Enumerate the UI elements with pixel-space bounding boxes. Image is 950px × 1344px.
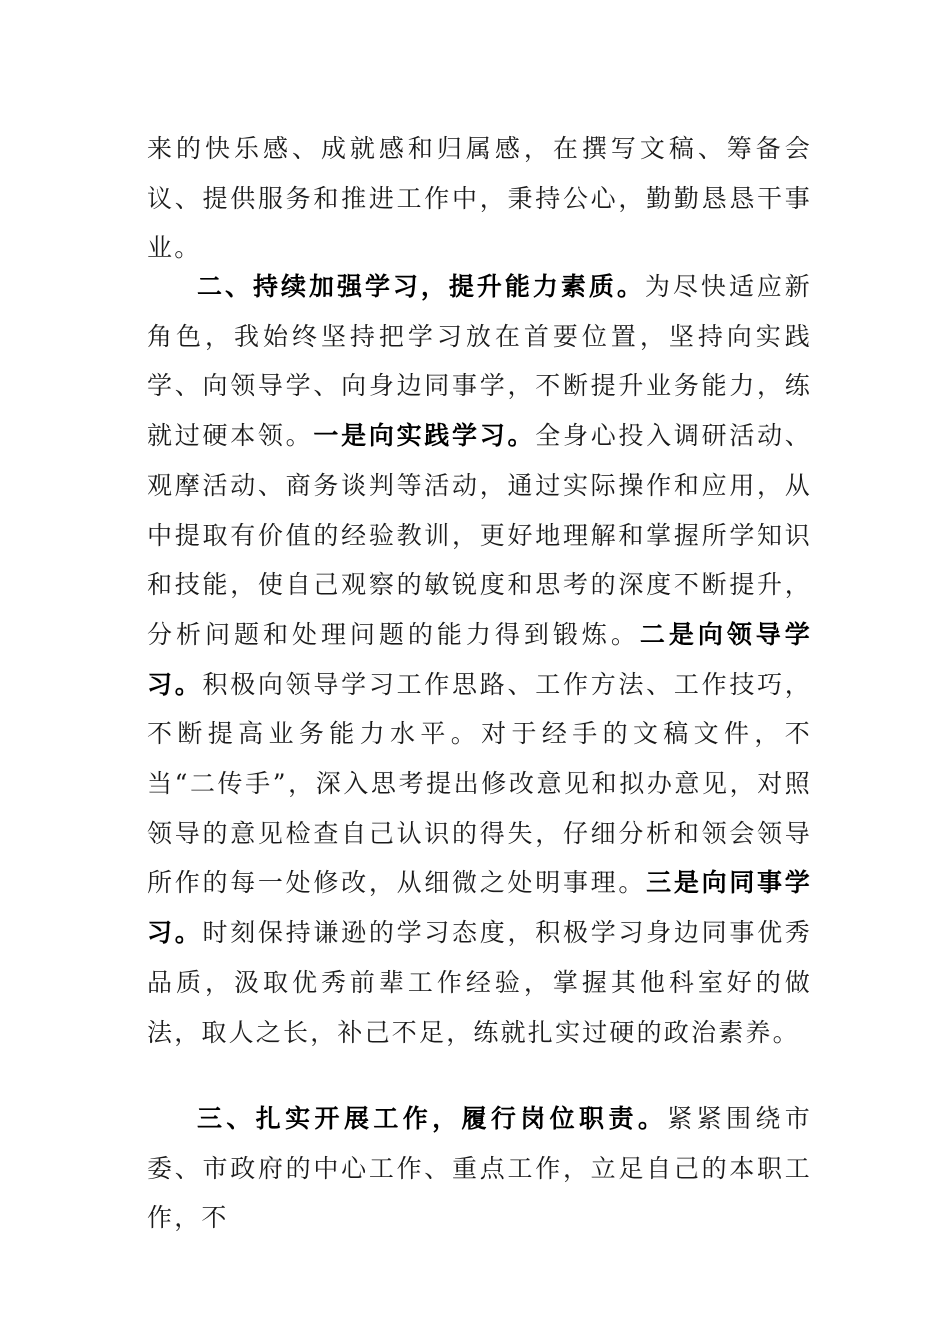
- section-text: 紧紧围绕市委、市政府的中心工作、重点工作，立足自己的本职工作，不: [147, 1104, 812, 1233]
- point-text: 积极向领导学习工作思路、工作方法、工作技巧，不断提高业务能力水平。对于经手的文稿文件，不当“二传手”，深入思考提出修改意见和拟办意见，对照领导的意见检查自己认识的得失，仔细分析和领会领导所作的每一处修改，从细微之处明事理。: [147, 669, 812, 898]
- paragraph-continuation: [147, 124, 812, 273]
- section-intro: 为尽快适应新角色，我始终坚持把学习放在首要位置，坚持向实践学、向领导学、向身边同事学，不断提升业务能力，练就过硬本领。: [147, 272, 813, 451]
- paragraph-text: 来的快乐感、成就感和归属感，在撰写文稿、筹备会议、提供服务和推进工作中，秉持公心，勤勤恳恳干事业。: [147, 134, 812, 263]
- point-title: 三是向同事学习。: [147, 868, 812, 948]
- section-heading: 三、扎实开展工作，履行岗位职责。: [197, 1104, 668, 1133]
- paragraph-section-two: [147, 262, 812, 1057]
- point-text: 时刻保持谦逊的学习态度，积极学习身边同事优秀品质，汲取优秀前辈工作经验，掌握其他科室好的做法，取人之长，补己不足，练就扎实过硬的政治素养。: [147, 918, 812, 1047]
- section-heading: 二、持续加强学习，提升能力素质。: [197, 272, 645, 301]
- point-title: 一是向实践学习。: [313, 421, 536, 451]
- point-text: 全身心投入调研活动、观摩活动、商务谈判等活动，通过实际操作和应用，从中提取有价值的经验教训，更好地理解和掌握所学知识和技能，使自己观察的敏锐度和思考的深度不断提升，分析问题和处理问题的能力得到锻炼。: [147, 421, 812, 649]
- paragraph-section-three: [147, 1094, 812, 1243]
- point-title: 二是向领导学习。: [147, 619, 812, 699]
